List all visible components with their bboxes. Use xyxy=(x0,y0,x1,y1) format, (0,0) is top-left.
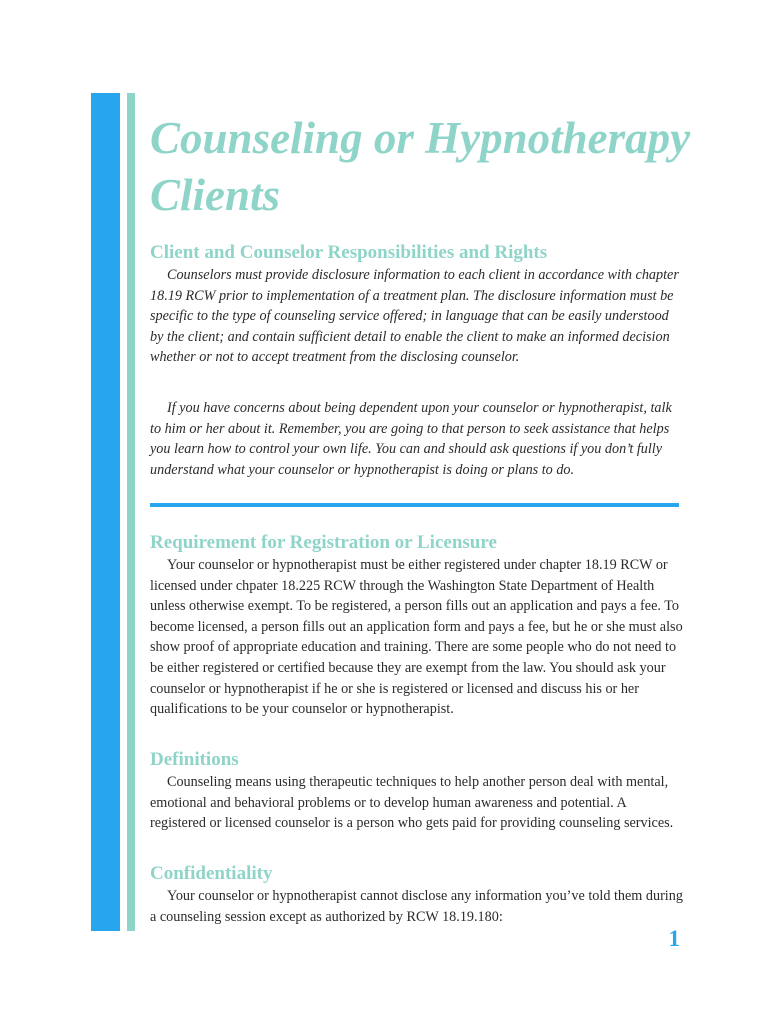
paragraph-dependence: If you have concerns about being dependent upon your counselor or hypnotherapist, talk to him or her about it. Remember, you are going to that person to seek assistance that helps you learn how to control your own life. You can and should ask questions if you don’t fully understand what your counselor or hypnotherapist is doing or plans to do. xyxy=(150,400,672,478)
paragraph-registration: Your counselor or hypnotherapist must be either registered under chapter 18.19 RCW or licensed under chpater 18.225 RCW through the Washington State Department of Health unless otherwise exempt. To be registered, a person fills out an application and pays a fee. To become licensed, a person fills out an application form and pays a fee, but he or she must also show proof of appropriate education and training. There are some people who do not need to be either registered or certified because they are exempt from the law. You should ask your counselor or hypnotherapist if he or she is registered or licensed and discuss his or her qualifications to be your counselor or hypnotherapist. xyxy=(150,557,683,718)
page-title: Counseling or Hypnotherapy Clients xyxy=(150,113,691,220)
paragraph-confidentiality: Your counselor or hypnotherapist cannot disclose any information you’ve told them during a counseling session except as authorized by RCW 18.19.180: xyxy=(150,888,683,925)
left-accent-stripe xyxy=(127,93,135,931)
paragraph-definitions: Counseling means using therapeutic techniques to help another person deal with mental, emotional and behavioral problems or to develop human awareness and potential. A registered or licensed counselor is a person who gets paid for providing counseling services. xyxy=(150,774,674,832)
paragraph-disclosure: Counselors must provide disclosure information to each client in accordance with chapter 18.19 RCW prior to implementation of a treatment plan. The disclosure information must be specific to the type of counseling service offered; in language that can be easily understood by the client; and contain sufficient detail to enable the client to make an informed decision whether or not to accept treatment from the disclosing counselor. xyxy=(150,267,679,366)
section-heading-confidentiality: Confidentiality xyxy=(150,863,273,884)
page-number: 1 xyxy=(668,926,680,951)
section-heading-registration: Requirement for Registration or Licensure xyxy=(150,532,497,553)
left-accent-bar xyxy=(91,93,120,931)
section-divider xyxy=(150,503,679,507)
section-heading-definitions: Definitions xyxy=(150,749,239,770)
section-heading-responsibilities: Client and Counselor Responsibilities and Rights xyxy=(150,242,548,263)
